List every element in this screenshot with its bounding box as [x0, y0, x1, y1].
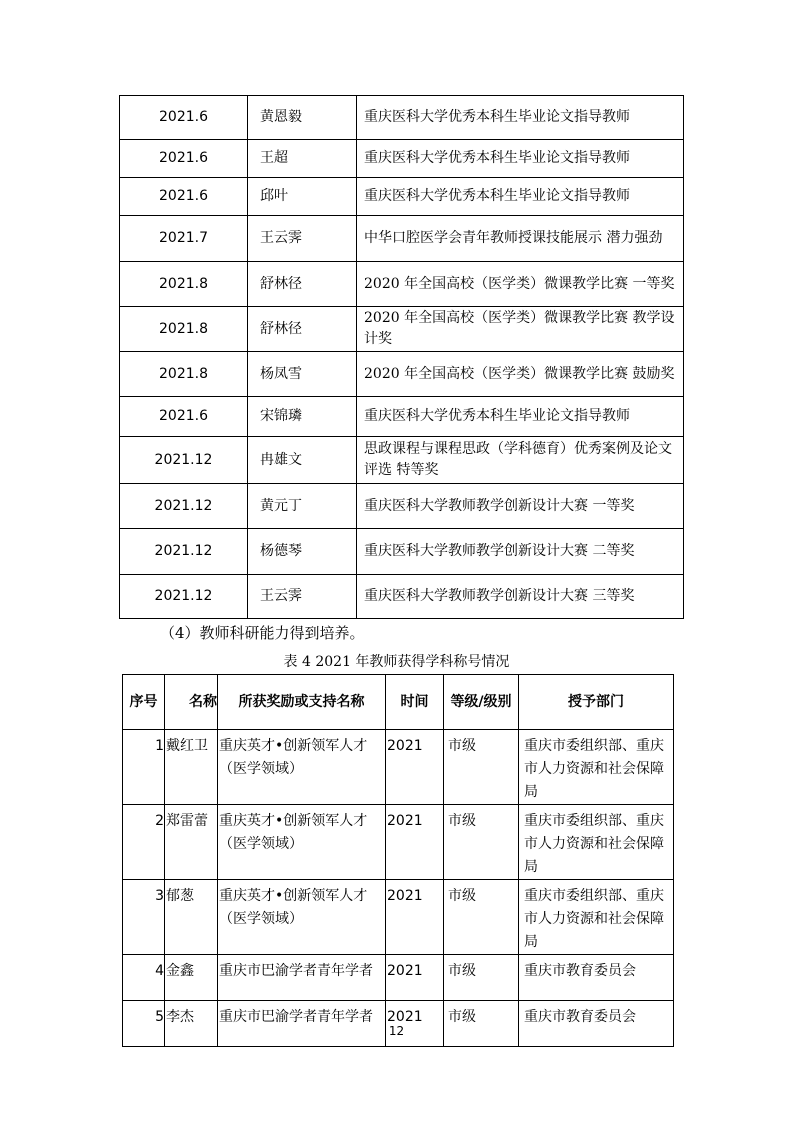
granting-dept: 重庆市教育委员会 — [519, 955, 674, 1001]
person-name: 郁葱 — [165, 880, 218, 955]
teacher-name: 黄元丁 — [248, 484, 357, 529]
table-row — [120, 178, 684, 216]
teacher-name: 杨德琴 — [248, 529, 357, 575]
granting-dept: 重庆市委组织部、重庆市人力资源和社会保障局 — [519, 805, 674, 880]
person-name: 戴红卫 — [165, 730, 218, 805]
award-title: 重庆医科大学教师教学创新设计大赛 一等奖 — [357, 484, 684, 529]
award-date: 2021.8 — [120, 307, 248, 352]
award-date: 2021.12 — [120, 484, 248, 529]
table-row — [123, 880, 674, 955]
section-heading: （4）教师科研能力得到培养。 — [160, 624, 365, 642]
titles-table — [122, 674, 674, 1047]
award-time: 2021 — [386, 1001, 444, 1047]
table-row — [120, 262, 684, 307]
table-row — [120, 397, 684, 437]
teacher-name: 舒林径 — [248, 262, 357, 307]
award-date: 2021.12 — [120, 529, 248, 575]
award-time: 2021 — [386, 955, 444, 1001]
award-time: 2021 — [386, 805, 444, 880]
award-date: 2021.6 — [120, 96, 248, 140]
award-title: 思政课程与课程思政（学科德育）优秀案例及论文评选 特等奖 — [357, 437, 684, 484]
row-no: 2 — [123, 805, 165, 880]
table-row — [120, 575, 684, 619]
row-no: 4 — [123, 955, 165, 1001]
table-row — [120, 216, 684, 262]
table-caption: 表 4 2021 年教师获得学科称号情况 — [283, 654, 510, 670]
table-row — [120, 529, 684, 575]
header-name: 名称 — [165, 675, 218, 730]
award-level: 市级 — [444, 805, 519, 880]
award-time: 2021 — [386, 730, 444, 805]
granting-dept: 重庆市委组织部、重庆市人力资源和社会保障局 — [519, 880, 674, 955]
table-header-row — [123, 675, 674, 730]
teacher-name: 宋锦璘 — [248, 397, 357, 437]
person-name: 郑雷蕾 — [165, 805, 218, 880]
table-row — [120, 307, 684, 352]
award-title: 重庆医科大学教师教学创新设计大赛 三等奖 — [357, 575, 684, 619]
header-no: 序号 — [123, 675, 165, 730]
header-dept: 授予部门 — [519, 675, 674, 730]
award-level: 市级 — [444, 730, 519, 805]
award-date: 2021.12 — [120, 437, 248, 484]
award-title: 2020 年全国高校（医学类）微课教学比赛 一等奖 — [357, 262, 684, 307]
table-row — [123, 955, 674, 1001]
teacher-name: 舒林径 — [248, 307, 357, 352]
award-level: 市级 — [444, 1001, 519, 1047]
award-name: 重庆市巴渝学者青年学者 — [218, 1001, 386, 1047]
award-date: 2021.6 — [120, 140, 248, 178]
award-name: 重庆英才•创新领军人才（医学领域） — [218, 730, 386, 805]
award-level: 市级 — [444, 955, 519, 1001]
award-title: 重庆医科大学优秀本科生毕业论文指导教师 — [357, 397, 684, 437]
award-date: 2021.7 — [120, 216, 248, 262]
teacher-name: 王云霁 — [248, 575, 357, 619]
granting-dept: 重庆市委组织部、重庆市人力资源和社会保障局 — [519, 730, 674, 805]
award-name: 重庆英才•创新领军人才（医学领域） — [218, 880, 386, 955]
granting-dept: 重庆市教育委员会 — [519, 1001, 674, 1047]
table-row — [123, 730, 674, 805]
award-title: 重庆医科大学优秀本科生毕业论文指导教师 — [357, 96, 684, 140]
award-date: 2021.12 — [120, 575, 248, 619]
row-no: 5 — [123, 1001, 165, 1047]
table-row — [120, 352, 684, 397]
row-no: 3 — [123, 880, 165, 955]
award-level: 市级 — [444, 880, 519, 955]
award-name: 重庆英才•创新领军人才（医学领域） — [218, 805, 386, 880]
row-no: 1 — [123, 730, 165, 805]
table-row — [120, 484, 684, 529]
table-row — [120, 437, 684, 484]
teacher-name: 王超 — [248, 140, 357, 178]
teacher-name: 杨凤雪 — [248, 352, 357, 397]
award-name: 重庆市巴渝学者青年学者 — [218, 955, 386, 1001]
awards-table — [119, 95, 684, 619]
award-title: 中华口腔医学会青年教师授课技能展示 潜力强劲 — [357, 216, 684, 262]
header-time: 时间 — [386, 675, 444, 730]
teacher-name: 冉雄文 — [248, 437, 357, 484]
teacher-name: 王云霁 — [248, 216, 357, 262]
person-name: 李杰 — [165, 1001, 218, 1047]
table-row — [120, 96, 684, 140]
award-date: 2021.8 — [120, 262, 248, 307]
award-time: 2021 — [386, 880, 444, 955]
award-title: 2020 年全国高校（医学类）微课教学比赛 教学设计奖 — [357, 307, 684, 352]
person-name: 金鑫 — [165, 955, 218, 1001]
award-date: 2021.8 — [120, 352, 248, 397]
table-row — [123, 805, 674, 880]
award-title: 重庆医科大学优秀本科生毕业论文指导教师 — [357, 178, 684, 216]
teacher-name: 黄恩毅 — [248, 96, 357, 140]
header-award: 所获奖励或支持名称 — [218, 675, 386, 730]
award-date: 2021.6 — [120, 397, 248, 437]
award-title: 2020 年全国高校（医学类）微课教学比赛 鼓励奖 — [357, 352, 684, 397]
award-title: 重庆医科大学优秀本科生毕业论文指导教师 — [357, 140, 684, 178]
teacher-name: 邱叶 — [248, 178, 357, 216]
award-date: 2021.6 — [120, 178, 248, 216]
award-title: 重庆医科大学教师教学创新设计大赛 二等奖 — [357, 529, 684, 575]
header-level: 等级/级别 — [444, 675, 519, 730]
page-number: 12 — [388, 1024, 405, 1038]
table-row — [120, 140, 684, 178]
